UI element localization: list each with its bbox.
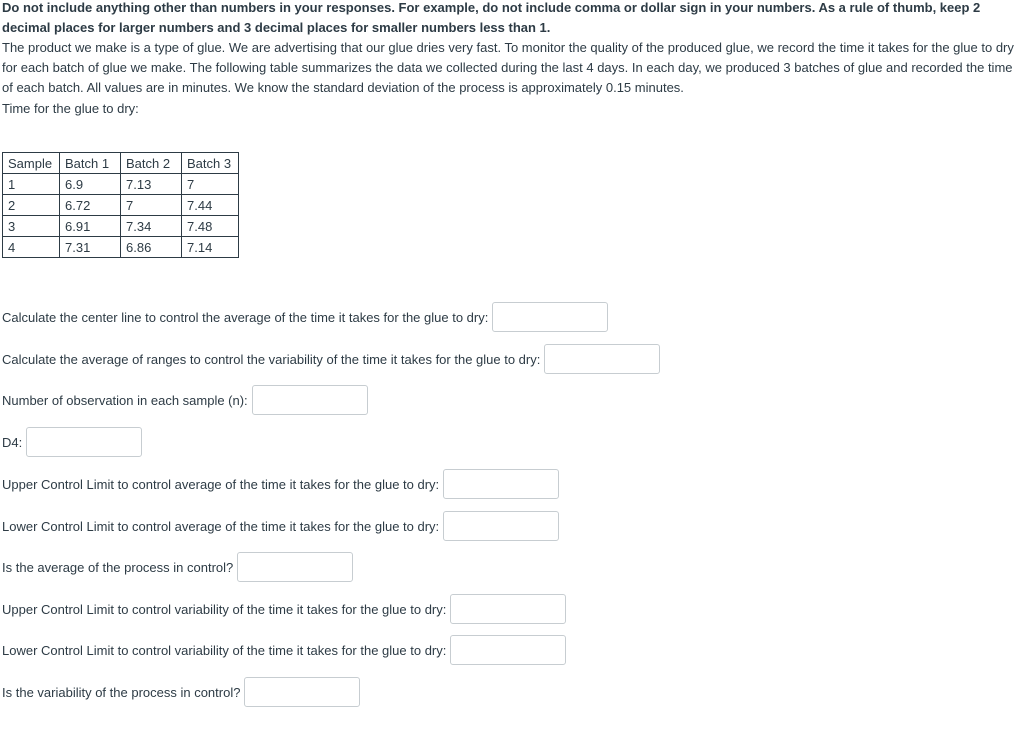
question-d4 — [2, 427, 142, 457]
glue-dry-time-table — [2, 152, 239, 258]
question-sample-size — [2, 385, 368, 415]
table-cell: 7 — [121, 195, 182, 216]
table-row — [3, 174, 239, 195]
table-cell: 7.31 — [60, 237, 121, 258]
table-cell: 7.34 — [121, 216, 182, 237]
question-variability-in-control — [2, 677, 360, 707]
d4-input[interactable] — [26, 427, 142, 457]
question-ucl-variability — [2, 594, 566, 624]
table-row — [3, 216, 239, 237]
table-cell: 6.86 — [121, 237, 182, 258]
question-lcl-variability — [2, 635, 566, 665]
table-cell: 6.91 — [60, 216, 121, 237]
table-cell: 7.48 — [182, 216, 239, 237]
table-cell: 3 — [3, 216, 60, 237]
question-center-line — [2, 302, 608, 332]
question-lcl-average — [2, 511, 559, 541]
average-in-control-input[interactable] — [237, 552, 353, 582]
question-label: Calculate the average of ranges to control the variability of the time it takes for the glue to dry: — [2, 351, 541, 367]
header-sample: Sample — [3, 153, 60, 174]
table-row — [3, 237, 239, 258]
question-label: Lower Control Limit to control average of the time it takes for the glue to dry: — [2, 518, 440, 534]
ucl-average-input[interactable] — [443, 469, 559, 499]
variability-in-control-input[interactable] — [244, 677, 360, 707]
table-cell: 6.9 — [60, 174, 121, 195]
table-header-row — [3, 153, 239, 174]
table-caption: Time for the glue to dry: — [2, 101, 139, 116]
question-label: Calculate the center line to control the average of the time it takes for the glue to dry: — [2, 309, 489, 325]
table-cell: 7.13 — [121, 174, 182, 195]
table-cell: 2 — [3, 195, 60, 216]
table-cell: 7 — [182, 174, 239, 195]
table-cell: 4 — [3, 237, 60, 258]
question-label: Is the average of the process in control? — [2, 559, 234, 575]
question-label: Upper Control Limit to control average of the time it takes for the glue to dry: — [2, 476, 440, 492]
question-label: D4: — [2, 434, 23, 450]
instructions-text: Do not include anything other than numbers in your responses. For example, do not include comma or dollar sign in your numbers. As a rule of thumb, keep 2 decimal places for larger numbers and 3 decimal places for smaller numbers less than 1. — [2, 0, 981, 35]
question-ucl-average — [2, 469, 559, 499]
lcl-variability-input[interactable] — [450, 635, 566, 665]
sample-size-input[interactable] — [252, 385, 368, 415]
question-average-ranges — [2, 344, 660, 374]
header-batch-3: Batch 3 — [182, 153, 239, 174]
table-cell: 1 — [3, 174, 60, 195]
average-ranges-input[interactable] — [544, 344, 660, 374]
question-label: Is the variability of the process in control? — [2, 684, 241, 700]
lcl-average-input[interactable] — [443, 511, 559, 541]
question-label: Number of observation in each sample (n): — [2, 392, 248, 408]
table-cell: 6.72 — [60, 195, 121, 216]
table-row — [3, 195, 239, 216]
question-average-in-control — [2, 552, 353, 582]
problem-description: The product we make is a type of glue. We are advertising that our glue dries very fast. To monitor the quality of the produced glue, we record the time it takes for the glue to dry for each batch of glue we make. The following table summarizes the data we collected during the last 4 days. In each day, we produced 3 batches of glue and recorded the time of each batch. All values are in minutes. We know the standard deviation of the process is approximately 0.15 minutes. — [2, 40, 1014, 95]
header-batch-2: Batch 2 — [121, 153, 182, 174]
center-line-input[interactable] — [492, 302, 608, 332]
table-cell: 7.14 — [182, 237, 239, 258]
header-batch-1: Batch 1 — [60, 153, 121, 174]
question-label: Upper Control Limit to control variability of the time it takes for the glue to dry: — [2, 601, 447, 617]
question-label: Lower Control Limit to control variability of the time it takes for the glue to dry: — [2, 642, 447, 658]
table-cell: 7.44 — [182, 195, 239, 216]
ucl-variability-input[interactable] — [450, 594, 566, 624]
